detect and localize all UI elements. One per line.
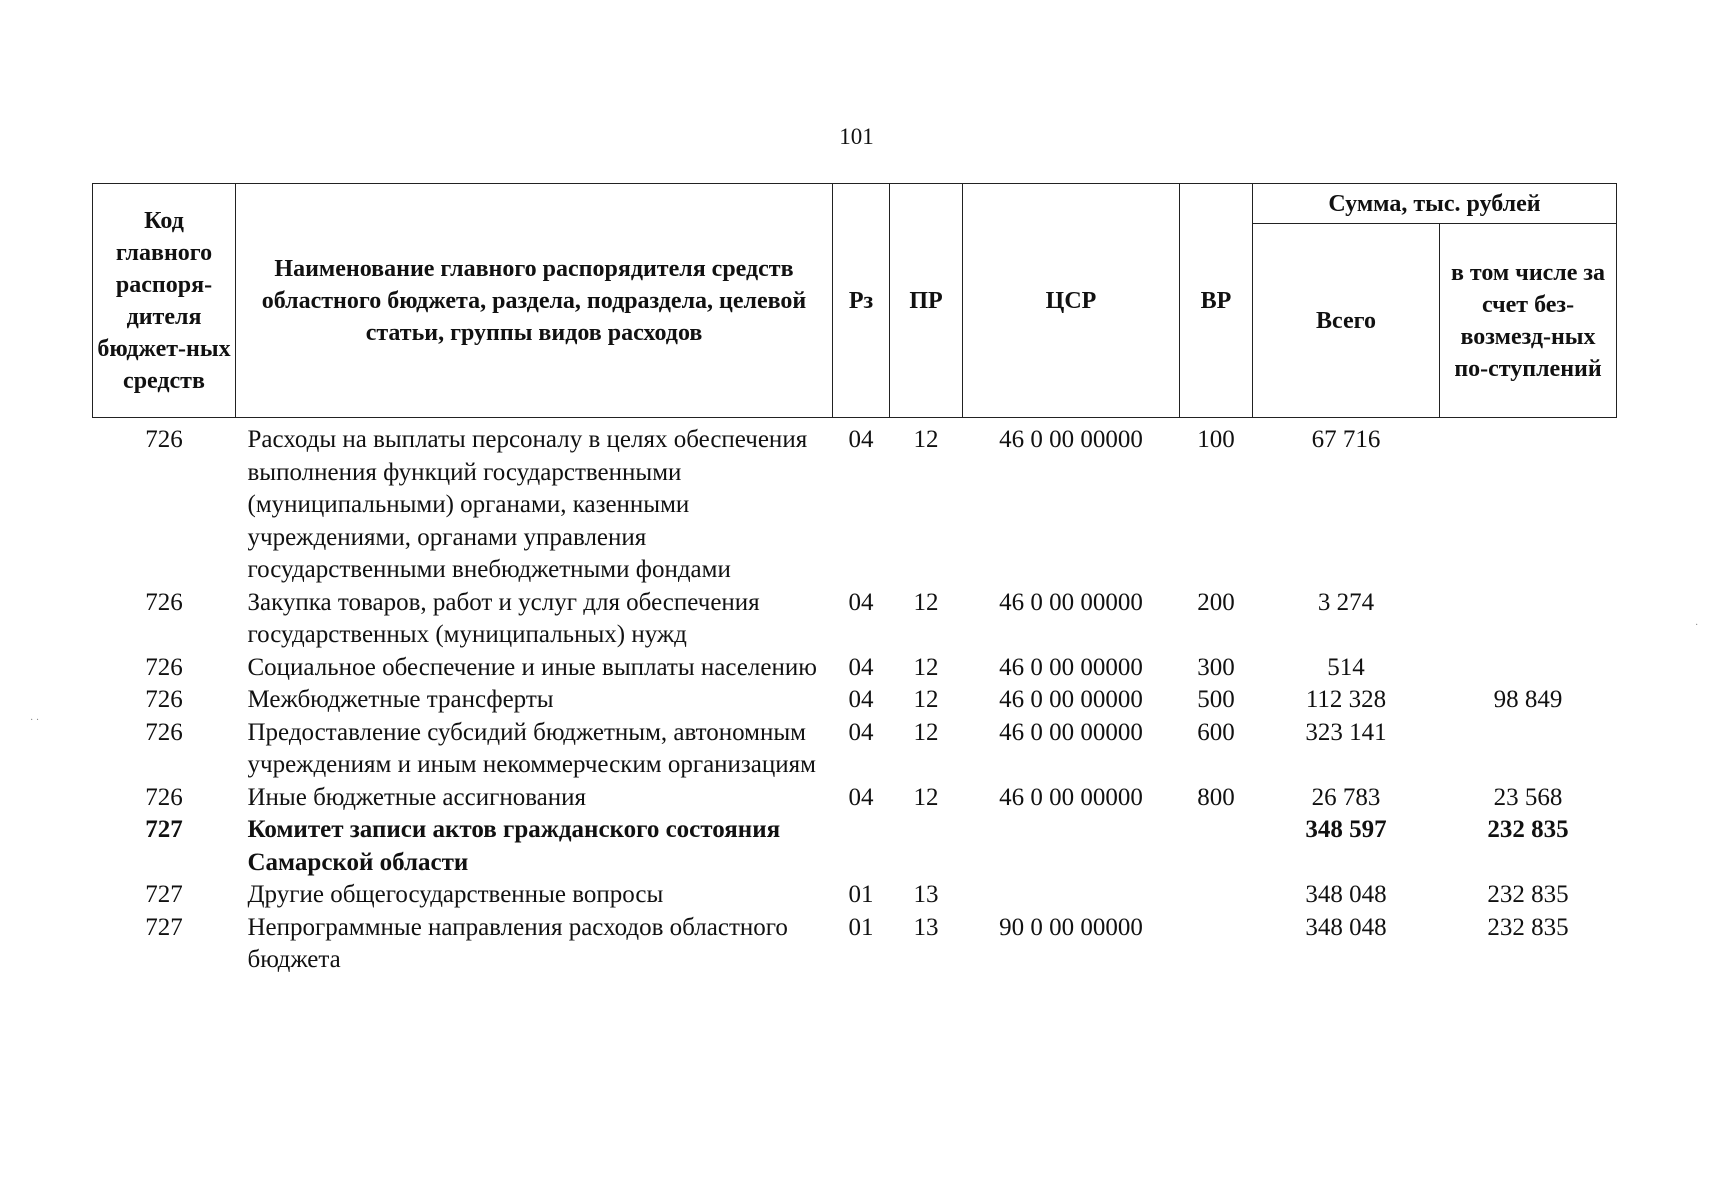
- cell-code: 727: [145, 913, 183, 941]
- cell-pr: 12: [913, 588, 939, 616]
- cell-rz: 04: [848, 686, 874, 713]
- cell-total: 26 783: [1311, 783, 1381, 811]
- header-rz: Рз: [833, 184, 890, 418]
- table-row: [93, 912, 1617, 977]
- cell-free: 98 849: [1493, 686, 1563, 713]
- cell-total: 348 048: [1305, 913, 1387, 941]
- cell-rz: 04: [848, 653, 874, 681]
- cell-pr: 13: [913, 881, 939, 908]
- cell-csr: 46 0 00 00000: [999, 653, 1143, 681]
- cell-pr: 12: [913, 686, 939, 713]
- cell-csr: [963, 814, 1180, 879]
- cell-name: Социальное обеспечение и иные выплаты населению: [247, 653, 817, 681]
- page-number: 101: [839, 124, 874, 149]
- cell-name: Предоставление субсидий бюджетным, автономным учреждениям и иным некоммерческим организациям: [247, 718, 816, 778]
- cell-free: [1440, 587, 1617, 652]
- cell-free: [1440, 418, 1617, 587]
- cell-vr: 100: [1197, 426, 1235, 453]
- scan-speck: ·: [1695, 620, 1699, 631]
- header-code: Код главного распоря-дителя бюджет-ных средств: [93, 184, 236, 418]
- table-row: [93, 814, 1617, 879]
- cell-free: 23 568: [1493, 783, 1563, 811]
- cell-code: 726: [145, 783, 183, 811]
- cell-total: 67 716: [1311, 426, 1381, 453]
- table-row: [93, 587, 1617, 652]
- cell-rz: 01: [848, 881, 874, 908]
- table-row: [93, 879, 1617, 912]
- cell-csr: 46 0 00 00000: [999, 588, 1143, 616]
- cell-code: 727: [145, 881, 183, 908]
- cell-name: Другие общегосударственные вопросы: [247, 881, 664, 908]
- table-row: [93, 652, 1617, 685]
- header-sum: Сумма, тыс. рублей: [1253, 184, 1617, 224]
- cell-vr: 300: [1197, 653, 1235, 681]
- cell-csr: 46 0 00 00000: [999, 686, 1143, 713]
- cell-rz: 04: [848, 588, 874, 616]
- table-row: [93, 684, 1617, 717]
- table-row: [93, 717, 1617, 782]
- cell-name: Расходы на выплаты персоналу в целях обеспечения выполнения функций государственными (муниципальными) органами, казенными учреждениями, органами управления государственными внебюджетными фондами: [247, 426, 808, 583]
- cell-csr: 46 0 00 00000: [999, 783, 1143, 811]
- cell-pr: [890, 814, 963, 879]
- cell-code: 726: [145, 426, 183, 453]
- cell-free: [1440, 717, 1617, 782]
- cell-pr: 12: [913, 426, 939, 453]
- table-row: [93, 782, 1617, 815]
- cell-pr: 12: [913, 653, 939, 681]
- header-vr: ВР: [1180, 184, 1253, 418]
- cell-code: 726: [145, 686, 183, 713]
- cell-name: Иные бюджетные ассигнования: [247, 783, 587, 811]
- cell-vr: [1180, 912, 1253, 977]
- cell-csr: 46 0 00 00000: [999, 718, 1143, 746]
- table-row: [93, 418, 1617, 587]
- cell-vr: [1180, 879, 1253, 912]
- cell-total: 514: [1327, 653, 1365, 681]
- cell-code: 726: [145, 588, 183, 616]
- cell-vr: [1180, 814, 1253, 879]
- cell-csr: 90 0 00 00000: [999, 913, 1143, 941]
- cell-free: [1440, 652, 1617, 685]
- cell-name: Межбюджетные трансферты: [247, 686, 554, 713]
- cell-vr: 200: [1197, 588, 1235, 616]
- cell-name: Непрограммные направления расходов областного бюджета: [247, 913, 788, 973]
- cell-vr: 500: [1197, 686, 1235, 713]
- cell-rz: 04: [848, 783, 874, 811]
- cell-code: 727: [145, 816, 183, 843]
- cell-pr: 13: [913, 913, 939, 941]
- cell-pr: 12: [913, 783, 939, 811]
- header-free: в том числе за счет без-возмезд-ных по-ступлений: [1440, 224, 1617, 418]
- cell-vr: 600: [1197, 718, 1235, 746]
- cell-free: 232 835: [1487, 881, 1569, 908]
- budget-table: [92, 183, 1617, 977]
- cell-name: Комитет записи актов гражданского состояния Самарской области: [247, 816, 781, 876]
- cell-code: 726: [145, 653, 183, 681]
- cell-free: 232 835: [1487, 913, 1569, 941]
- cell-pr: 12: [913, 718, 939, 746]
- cell-total: 112 328: [1305, 686, 1387, 713]
- table-body: [93, 418, 1617, 977]
- cell-free: 232 835: [1487, 816, 1569, 843]
- cell-total: 323 141: [1305, 718, 1387, 746]
- cell-rz: 04: [848, 718, 874, 746]
- cell-csr: 46 0 00 00000: [999, 426, 1143, 453]
- cell-code: 726: [145, 718, 183, 746]
- cell-rz: [833, 814, 890, 879]
- cell-csr: [963, 879, 1180, 912]
- cell-total: 3 274: [1317, 588, 1375, 616]
- cell-name: Закупка товаров, работ и услуг для обеспечения государственных (муниципальных) нужд: [247, 588, 760, 648]
- cell-total: 348 597: [1305, 816, 1387, 843]
- header-csr: ЦСР: [963, 184, 1180, 418]
- scan-speck: · ·: [30, 715, 40, 726]
- header-total: Всего: [1253, 224, 1440, 418]
- cell-rz: 04: [848, 426, 874, 453]
- header-pr: ПР: [890, 184, 963, 418]
- cell-total: 348 048: [1305, 881, 1387, 908]
- cell-rz: 01: [848, 913, 874, 941]
- cell-vr: 800: [1197, 783, 1235, 811]
- header-name: Наименование главного распорядителя средств областного бюджета, раздела, подраздела, целевой статьи, группы видов расходов: [236, 184, 833, 418]
